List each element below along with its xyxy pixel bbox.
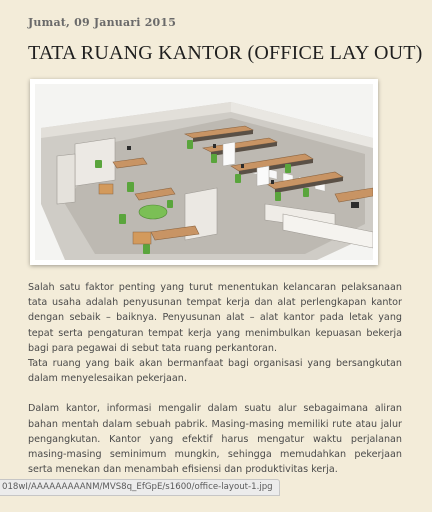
paragraph: Salah satu faktor penting yang turut menentukan kelancaran pelaksanaan tata usaha adalah penyusunan tempat kerja dan alat perlengkapan kantor dengan sebaik – baiknya. Penyusunan alat – alat kantor pada letak yang tepat serta pengaturan tempat kerja yang menimbulkan kepuasan bekerja bagi para pegawai di sebut tata ruang perkantoran. [28, 282, 402, 354]
paragraph: Dalam kantor, informasi mengalir dalam suatu alur sebagaimana aliran bahan mentah dalam sebuah pabrik. Masing-masing memiliki rute atau jalur pengangkutan. Kantor yang efektif harus mengatur waktu perjalanan masing-masing seminimum mungkin, sehingga memudahkan pekerjaan serta menekan dan menambah efisiensi dan produktivitas kerja. [28, 403, 402, 476]
paragraph: Tata ruang yang baik akan bermanfaat bagi organisasi yang bersangkutan dalam menyelesaikan pekerjaan. [28, 358, 402, 385]
office-layout-illustration [35, 84, 373, 260]
post-image[interactable] [30, 79, 378, 265]
post-body [28, 280, 402, 477]
link-status-bar: 018wI/AAAAAAAAANM/MVS8q_EfGpE/s1600/office-layout-1.jpg [0, 479, 280, 496]
post-date: Jumat, 09 Januari 2015 [28, 16, 177, 29]
post-title[interactable]: TATA RUANG KANTOR (OFFICE LAY OUT) [28, 42, 423, 64]
